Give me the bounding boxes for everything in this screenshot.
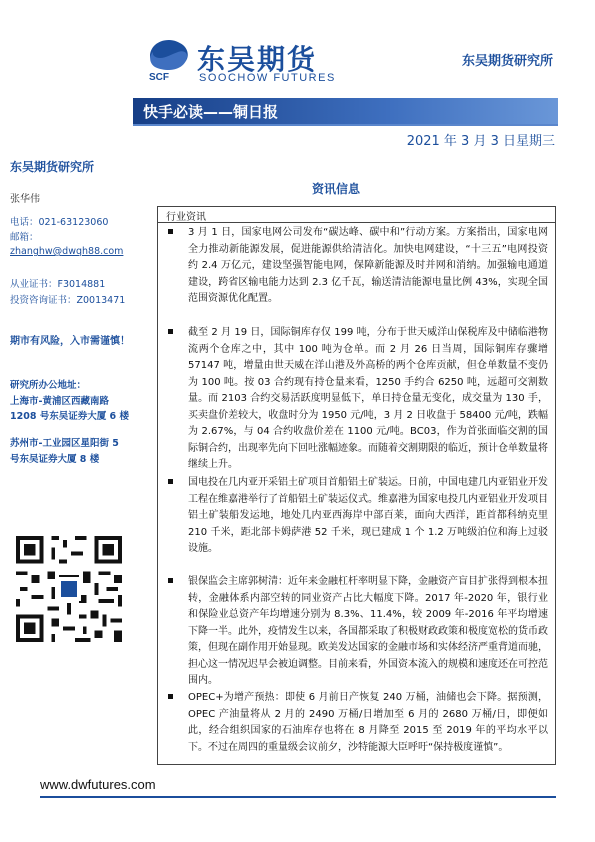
qr-code-icon bbox=[12, 532, 126, 646]
header-institute: 东吴期货研究所 bbox=[461, 54, 553, 69]
table-header-label: 行业资讯 bbox=[166, 212, 206, 223]
news-text: OPEC+为增产预热：即使 6 月前日产恢复 240 万桶，油储也会下降。据预测，OPEC 产油量将从 2 月的 2490 万桶/日增加至 6 月的 2680 万桶/日，即便如此，经合组织国家的石油库存也将在 8 月降至 2015 至 2019 年的平均水平以下。不过在周四的重量级会议前夕，沙特能源大臣呼吁“保持极度谨慎”。 bbox=[188, 692, 548, 753]
report-date: 2021 年 3 月 3 日星期三 bbox=[406, 134, 555, 149]
section-title: 资讯信息 bbox=[312, 182, 361, 196]
logo-abbr: SCF bbox=[149, 72, 169, 83]
suzhou-address-line2: 号东吴证券大厦 8 楼 bbox=[10, 454, 100, 465]
analyst-name: 张华伟 bbox=[10, 194, 40, 205]
analyst-phone: 电话：021-63123060 bbox=[10, 217, 109, 228]
bullet-icon bbox=[168, 329, 173, 334]
sidebar-institute: 东吴期货研究所 bbox=[10, 160, 95, 174]
news-text: 国电投在几内亚开采铝土矿项目首船铝土矿装运。日前，中国电建几内亚铝业开发工程在维嘉港举行了首船铝土矿装运仪式。维嘉港为国家电投几内亚铝业开发项目铝土矿装船发运地，地处几内亚西海岸中部百莱，面向大西洋，距首都科纳克里 210 千米，距北部卡姆萨港 52 千米，现已建成 1 个 1.2 万吨级泊位和海上过驳设施。 bbox=[188, 477, 548, 554]
bullet-icon bbox=[168, 694, 173, 699]
footer-divider bbox=[40, 796, 556, 798]
report-title: 快手必读——铜日报 bbox=[143, 103, 279, 121]
consult-license: 投资咨询证书：Z0013471 bbox=[10, 295, 126, 306]
news-table bbox=[157, 206, 556, 765]
analyst-email-label: 邮箱： bbox=[10, 232, 39, 243]
risk-warning: 期市有风险，入市需谨慎！ bbox=[10, 336, 130, 347]
shanghai-address-line2: 1208 号东吴证券大厦 6 楼 bbox=[10, 411, 129, 422]
suzhou-address-line1: 苏州市-工业园区星阳街 5 bbox=[10, 438, 119, 449]
news-text: 3 月 1 日，国家电网公司发布“碳达峰、碳中和”行动方案。方案指出，国家电网全力推动新能源发展，促进能源供给清洁化。加快电网建设，“十三五”电网投资约 2.4 万亿元，建设坚强智能电网，保障新能源及时并网和消纳。加强输电通道建设，跨省区输电能力达到 2.3 亿千瓦，输送清洁能源电量比例 43%，实现全国范围资源优化配置。 bbox=[188, 227, 548, 304]
news-text: 银保监会主席郭树清：近年来金融杠杆率明显下降，金融资产盲目扩张得到根本扭转，金融体系内部空转的同业资产占比大幅度下降。2017 年-2020 年，银行业和保险业总资产年均增速分别为 8.3%、11.4%，较 2009 年-2016 年平均增速下降一半。此外，疫情发生以来，各国都采取了积极财政政策和极度宽松的货币政策，但现在副作用开始显现。欧美发达国家的金融市场和实体经济严重背道而驰，担心这一情况迟早会被迫调整。目前来看，外国资本流入的规模和速度还在可控范围内。 bbox=[188, 576, 548, 686]
bullet-icon bbox=[168, 229, 173, 234]
shanghai-address-line1: 上海市-黄浦区西藏南路 bbox=[10, 396, 109, 407]
table-header bbox=[158, 207, 555, 223]
office-heading: 研究所办公地址： bbox=[10, 380, 87, 391]
analyst-email[interactable]: zhanghw@dwqh88.com bbox=[10, 246, 124, 257]
footer-website-link[interactable]: www.dwfutures.com bbox=[40, 777, 156, 792]
title-banner bbox=[133, 98, 558, 124]
logo-english-name: SOOCHOW FUTURES bbox=[199, 72, 336, 84]
banner-underline bbox=[133, 124, 558, 126]
bullet-icon bbox=[168, 578, 173, 583]
logo-chinese-name: 东吴期货 bbox=[197, 43, 318, 76]
news-text: 截至 2 月 19 日，国际铜库存仅 199 吨，分布于世天威洋山保税库及中储临港物流两个仓库之中，其中 100 吨为仓单。而 2 月 26 日当周，国际铜库存骤增 57147 吨，增量由世天威在洋山港及外高桥的两个仓库贡献，但仓单数量不变仍为 100 吨。按 03 合约现有持仓量来看，1250 手约合 6250 吨，远超可交割数量。而 2103 合约交易活跃度明显低下，单日持仓量无变化，成交量为 130 手，买卖盘价差较大，收盘时分为 1950 元/吨，3 月 2 日收盘于 58400 元/吨，跌幅为 2.67%，与 04 合约收盘价差在 1100 元/吨。BC03，作为首张面临交割的国际铜合约，出现率先向下回吐涨幅迹象。而随着交割期限的临近，预计仓单数量将继续上升。 bbox=[188, 327, 548, 470]
company-logo bbox=[147, 38, 357, 88]
practice-license: 从业证书：F3014881 bbox=[10, 279, 106, 290]
bullet-icon bbox=[168, 479, 173, 484]
